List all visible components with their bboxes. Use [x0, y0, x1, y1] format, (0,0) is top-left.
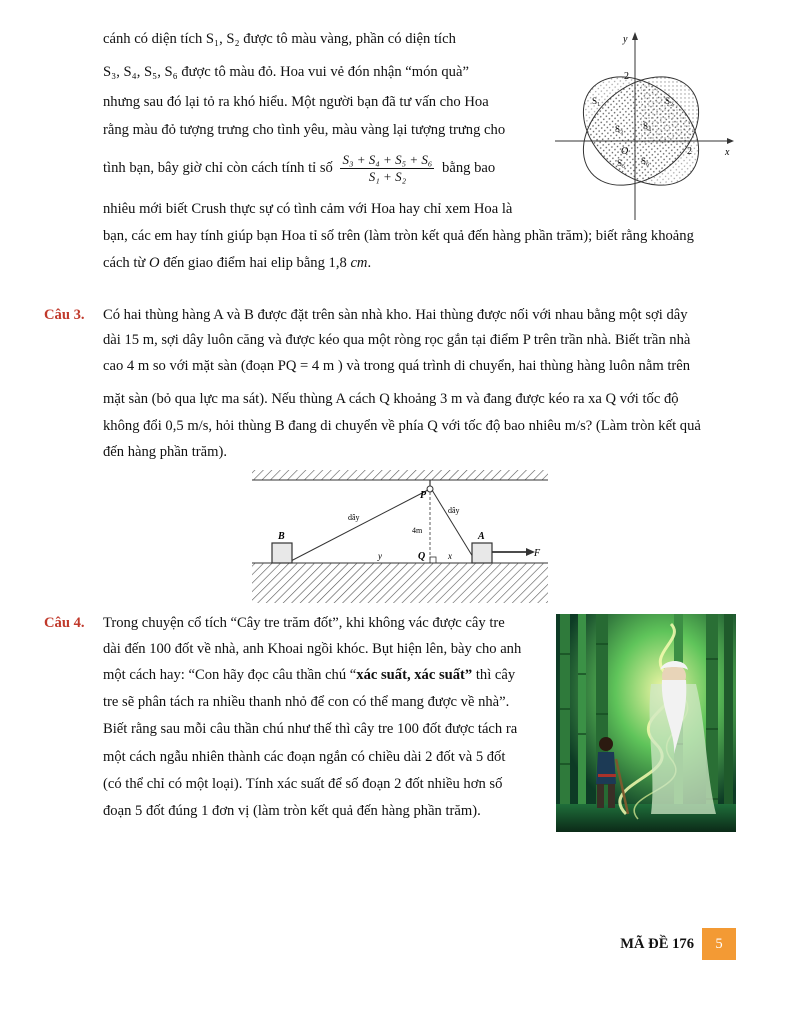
q3-line-3: cao 4 m so với mặt sàn (đoạn PQ = 4 m ) và trong quá trình di chuyển, hai thùng hàng luôn nằm trên — [103, 358, 691, 374]
origin-label: O — [621, 146, 629, 157]
label-p: P — [420, 490, 427, 501]
label-rope-left: dây — [348, 513, 360, 522]
q4-magic-words: xác suất, xác suất” — [356, 667, 473, 683]
y-axis-label: y — [623, 34, 628, 45]
page-number-badge: 5 — [702, 928, 736, 960]
intro-line-2: S₃, S₄, S₅, S₆ được tô màu đỏ. Hoa vui vẻ đón nhận “món quà” — [103, 64, 469, 80]
fraction-denominator: S₁ + S₂ — [368, 169, 407, 185]
label-height: 4m — [412, 526, 423, 535]
box-a — [472, 543, 492, 563]
region-s4: S₄ — [643, 121, 652, 131]
intro-line-7: bạn, các em hay tính giúp bạn Hoa tỉ số trên (làm tròn kết quả đến hàng phần trăm); biết rằng khoảng — [103, 228, 694, 244]
intro-line-8-c: . — [367, 255, 372, 271]
label-y: y — [378, 551, 382, 561]
region-s5: S₅ — [617, 158, 626, 168]
pulley-figure — [250, 466, 552, 606]
intro-line-5-after: bằng bao — [442, 160, 496, 176]
right-angle-mark — [430, 557, 436, 563]
fraction-numerator: S₃ + S₄ + S₅ + S₆ — [342, 152, 433, 168]
q4-line-2: dài đến 100 đốt về nhà, anh Khoai ngồi khóc. Bụt hiện lên, bày cho anh — [103, 641, 522, 657]
intro-line-1: cánh có diện tích S₁, S₂ được tô màu vàng, phần có diện tích — [103, 31, 456, 47]
question-4-label: Câu 4. — [44, 615, 85, 631]
label-x: x — [448, 551, 452, 561]
box-b — [272, 543, 292, 563]
region-s6: S₆ — [641, 156, 650, 166]
intro-line-5-before: tình bạn, bây giờ chỉ còn cách tính tỉ số — [103, 160, 333, 176]
q4-line-1: Trong chuyện cổ tích “Cây tre trăm đốt”, khi không vác được cây tre — [103, 615, 505, 631]
region-s1: S₁ — [592, 96, 601, 106]
q3-line-2: dài 15 m, sợi dây luôn căng và được kéo qua một ròng rọc gắn tại điểm P trên trần nhà. Biết trần nhà — [103, 332, 691, 348]
label-q: Q — [418, 551, 426, 562]
q4-line-5: Biết rằng sau mỗi câu thần chú như thế thì cây tre 100 đốt được tách ra — [103, 721, 518, 737]
q3-line-6: đến hàng phần trăm). — [103, 444, 228, 460]
label-rope-right: dây — [448, 506, 460, 515]
ratio-fraction — [340, 152, 434, 185]
q3-line-5: không đổi 0,5 m/s, hỏi thùng B đang di chuyển về phía Q với tốc độ bao nhiêu m/s? (Làm tròn kết quả — [103, 418, 701, 434]
q4-line-4: tre sẽ phân tách ra nhiều thanh nhỏ để con có thể mang được về nhà”. — [103, 694, 510, 710]
intro-line-6: nhiêu mới biết Crush thực sự có tình cảm với Hoa hay chỉ xem Hoa là — [103, 201, 513, 217]
q3-line-1: Có hai thùng hàng A và B được đặt trên sàn nhà kho. Hai thùng được nối với nhau bằng một sợi dây — [103, 307, 688, 323]
intro-line-3: nhưng sau đó lại tỏ ra khó hiểu. Một người bạn đã tư vấn cho Hoa — [103, 94, 489, 110]
q4-line-6: một cách ngẫu nhiên thành các đoạn ngắn có chiều dài 2 đốt và 5 đốt — [103, 749, 506, 765]
region-s2: S₂ — [665, 96, 674, 106]
ceiling-hatch — [252, 470, 548, 480]
q4-line-8: đoạn 5 đốt đúng 1 đơn vị (làm tròn kết quả đến hàng phần trăm). — [103, 803, 481, 819]
floor-hatch — [252, 563, 548, 603]
q4-line-3 — [103, 662, 543, 688]
q4-line-3-a: một cách hay: “Con hãy đọc câu thần chú “ — [103, 667, 357, 683]
y-axis-arrow — [632, 32, 638, 40]
y-tick-label: 2 — [624, 71, 629, 82]
intro-line-8-unit: cm — [350, 255, 368, 271]
label-b: B — [278, 531, 285, 542]
intro-line-8-b: đến giao điểm hai elip bằng 1,8 — [159, 255, 351, 271]
x-axis-label: x — [725, 147, 730, 158]
rope-left — [289, 490, 428, 562]
bamboo-illustration — [556, 614, 736, 832]
x-tick-label: 2 — [687, 146, 692, 157]
x-axis-arrow — [727, 138, 734, 144]
label-f: F — [534, 548, 541, 559]
ellipse-figure — [555, 28, 740, 223]
region-s3: S₃ — [615, 124, 624, 134]
exam-code: MÃ ĐỀ 176 — [620, 936, 694, 952]
intro-line-8-a: cách từ — [103, 255, 149, 271]
intro-line-4: rằng màu đỏ tượng trưng cho tình yêu, màu vàng lại tượng trưng cho — [103, 122, 506, 138]
intro-line-8-O: O — [149, 255, 160, 271]
rope-right — [432, 490, 476, 562]
q4-line-7: (có thể chỉ có một loại). Tính xác suất để số đoạn 2 đốt nhiều hơn số — [103, 776, 503, 792]
q3-line-4: mặt sàn (bỏ qua lực ma sát). Nếu thùng A cách Q khoảng 3 m và đang được kéo ra xa Q với tốc độ — [103, 391, 679, 407]
q4-line-3-c: thì cây — [472, 667, 516, 683]
intro-line-5 — [103, 148, 535, 188]
label-a: A — [478, 531, 485, 542]
question-3-label: Câu 3. — [44, 307, 85, 323]
intro-line-8 — [103, 250, 737, 276]
